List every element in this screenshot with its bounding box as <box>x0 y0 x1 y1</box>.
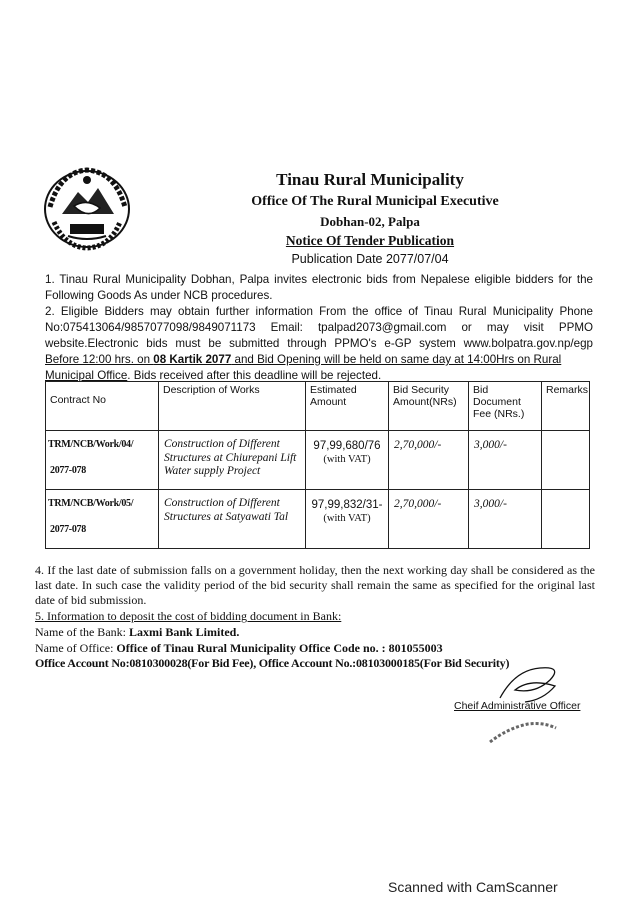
rejection-text: . Bids received after this deadline will be rejected. <box>127 369 382 382</box>
col-remarks: Remarks <box>542 382 590 431</box>
description-cell: Construction of Different Structures at Chiurepani Lift Water supply Project <box>159 431 306 490</box>
municipal-office-text: Municipal Office <box>45 369 128 382</box>
office-info: Name of Office: Office of Tinau Rural Municipality Office Code no. : 801055003 <box>35 641 443 655</box>
bank-name: Name of the Bank: Laxmi Bank Limited. <box>35 625 240 639</box>
col-bid-fee: Bid Document Fee (NRs.) <box>469 382 542 431</box>
col-estimated-amount: Estimated Amount <box>306 382 389 431</box>
amount-cell: 97,99,680/76 (with VAT) <box>306 431 389 490</box>
paragraph-2-line-2: No:075413064/9857077098/9849071173 Email: tpalpad2073@gmail.com or may visit PPMO <box>45 321 593 334</box>
officer-title: Cheif Administrative Officer <box>454 700 581 712</box>
scanner-watermark: Scanned with CamScanner <box>388 879 558 895</box>
table-header-row <box>46 382 590 431</box>
remarks-cell <box>542 431 590 490</box>
publication-date: Publication Date 2077/07/04 <box>291 252 449 266</box>
stamp-mark <box>488 718 558 748</box>
table-row <box>46 431 590 490</box>
notice-heading: Notice Of Tender Publication <box>285 233 455 248</box>
office-address: Dobhan-02, Palpa <box>320 214 420 229</box>
contract-no-cell: TRM/NCB/Work/04/ 2077-078 <box>46 431 159 490</box>
security-cell: 2,70,000/- <box>389 431 469 490</box>
opening-text: and Bid Opening will be held on same day at 14:00Hrs on Rural <box>231 353 562 366</box>
paragraph-4: 4. If the last date of submission falls on a government holiday, then the next working day shall be considered as the last date. In such case the validity period of the bid security shall remain the same as specified for the original last date of bid submission. <box>35 563 595 607</box>
description-cell: Construction of Different Structures at Satyawati Tal <box>159 490 306 549</box>
security-cell: 2,70,000/- <box>389 490 469 549</box>
paragraph-2-line-3: website.Electronic bids must be submitted through PPMO's e-GP system www.bolpatra.gov.np/egp <box>45 337 593 350</box>
paragraph-2-line-4 <box>45 352 593 368</box>
account-numbers: Office Account No:0810300028(For Bid Fee), Office Account No.:08103000185(For Bid Security) <box>35 656 510 670</box>
contract-no-cell: TRM/NCB/Work/05/ 2077-078 <box>46 490 159 549</box>
municipality-title: Tinau Rural Municipality <box>276 170 464 189</box>
nepal-emblem-logo <box>40 162 135 252</box>
deadline-date: 08 Kartik 2077 <box>153 353 232 366</box>
bid-table <box>45 381 590 549</box>
col-description: Description of Works <box>159 382 306 431</box>
table-row <box>46 490 590 549</box>
paragraph-2 <box>45 304 593 384</box>
deadline-text: Before 12:00 hrs. on <box>45 353 154 366</box>
paragraph-1: 1. Tinau Rural Municipality Dobhan, Palpa invites electronic bids from Nepalese eligible bidders for the Following Goods As under NCB procedures. <box>45 273 593 302</box>
fee-cell: 3,000/- <box>469 490 542 549</box>
col-contract-no: Contract No <box>46 382 159 431</box>
amount-cell: 97,99,832/31- (with VAT) <box>306 490 389 549</box>
paragraph-2-line-1: 2. Eligible Bidders may obtain further information From the office of Tinau Rural Municipality Phone <box>45 305 593 318</box>
signature-mark <box>495 660 565 705</box>
fee-cell: 3,000/- <box>469 431 542 490</box>
office-name: Office Of The Rural Municipal Executive <box>251 194 499 209</box>
remarks-cell <box>542 490 590 549</box>
col-bid-security: Bid Security Amount(NRs) <box>389 382 469 431</box>
paragraph-5: 5. Information to deposit the cost of bidding document in Bank: <box>35 609 342 623</box>
